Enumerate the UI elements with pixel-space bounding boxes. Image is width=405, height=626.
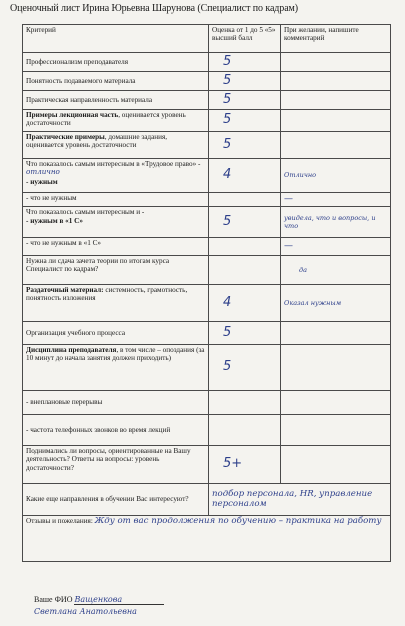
- table-row: [23, 345, 391, 391]
- criterion-lecture-examples: Примеры лекционная часть, оценивается уровень достаточности: [23, 110, 209, 132]
- comment-cell: [281, 91, 391, 110]
- score-value: 5: [209, 91, 281, 110]
- handwritten-note: отлично: [26, 167, 60, 177]
- comment-cell: [281, 53, 391, 72]
- comment-value: Оказал нужным: [281, 285, 391, 322]
- table-row: [23, 159, 391, 193]
- criterion-practical-examples: Практические примеры, домашние задания, оценивается уровень достаточности: [23, 132, 209, 159]
- criterion-practical: Практическая направленность материала: [23, 91, 209, 110]
- sub-useless: - что не нужным в «1 С»: [23, 238, 209, 256]
- score-cell: [209, 238, 281, 256]
- comment-value: Отлично: [281, 159, 391, 193]
- table-row: [23, 256, 391, 285]
- score-value: 5: [209, 132, 281, 159]
- comment-cell: [281, 415, 391, 446]
- criterion-other-directions: Какие еще направления в обучении Вас интересуют?: [23, 484, 209, 516]
- table-row: [23, 238, 391, 256]
- comment-cell: [281, 132, 391, 159]
- score-value: 4: [209, 159, 281, 193]
- comment-value: увидела, что и вопросы, и что: [281, 207, 391, 238]
- comment-cell: [281, 446, 391, 484]
- comment-value: подбор персонала, HR, управление персоналом: [209, 484, 391, 516]
- sub-useless: - что не нужным: [23, 193, 209, 207]
- comment-value: да: [281, 256, 391, 285]
- comment-cell: [281, 391, 391, 415]
- score-value: 4: [209, 285, 281, 322]
- criterion-exam-needed: Нужна ли сдача зачета теории по итогам курса Специалист по кадрам?: [23, 256, 209, 285]
- comment-dash: —: [281, 193, 391, 207]
- table-row: [23, 484, 391, 516]
- fio-value-line2: Светлана Анатольевна: [34, 607, 137, 616]
- criterion-professionalism: Профессионализм преподавателя: [23, 53, 209, 72]
- score-value: 5: [209, 345, 281, 391]
- table-row: [23, 207, 391, 238]
- criterion-discipline: Дисциплина преподавателя, в том числе – опоздания (за 10 минут до начала занятия должен приходить): [23, 345, 209, 391]
- comment-cell: [281, 72, 391, 91]
- score-cell: [209, 256, 281, 285]
- page-title: Оценочный лист Ирина Юрьевна Шарунова (Специалист по кадрам): [10, 3, 298, 14]
- comment-cell: [281, 345, 391, 391]
- sub-useful: - нужным: [26, 177, 58, 186]
- score-cell: [209, 193, 281, 207]
- table-header-row: [23, 25, 391, 53]
- score-value: 5+: [209, 446, 281, 484]
- table-row: [23, 516, 391, 562]
- sub-phone-calls: - частота телефонных звонков во время лекций: [23, 415, 209, 446]
- sub-unplanned-breaks: - внеплановые перерывы: [23, 391, 209, 415]
- criterion-questions: Поднимались ли вопросы, ориентированные на Вашу деятельность? Ответы на вопросы: уровень достаточности?: [23, 446, 209, 484]
- comment-cell: [281, 322, 391, 345]
- score-cell: [209, 415, 281, 446]
- criterion-1c-interest: Что показалось самым интересным и - - нужным в «1 С»: [23, 207, 209, 238]
- fio-value: Ващенкова: [74, 595, 164, 605]
- criterion-clarity: Понятность подаваемого материала: [23, 72, 209, 91]
- table-row: [23, 322, 391, 345]
- table-row: [23, 391, 391, 415]
- comment-dash: —: [281, 238, 391, 256]
- feedback-cell: [23, 516, 391, 562]
- score-value: 5: [209, 53, 281, 72]
- feedback-label: Отзывы и пожелания:: [26, 517, 93, 525]
- table-row: [23, 91, 391, 110]
- feedback-value: Жду от вас продолжения по обучению – практика на работу: [94, 516, 382, 526]
- score-cell: [209, 391, 281, 415]
- criterion-labor-law-interest: Что показалось самым интересным в «Трудовое право» - отлично - нужным: [23, 159, 209, 193]
- table-row: [23, 446, 391, 484]
- score-value: 5: [209, 322, 281, 345]
- header-criteria: Критерий: [23, 25, 209, 53]
- score-value: 5: [209, 110, 281, 132]
- score-value: 5: [209, 72, 281, 91]
- comment-cell: [281, 110, 391, 132]
- evaluation-table: [22, 24, 391, 562]
- fio-field: [34, 595, 164, 605]
- header-score: Оценка от 1 до 5 «5» высший балл: [209, 25, 281, 53]
- criterion-organization: Организация учебного процесса: [23, 322, 209, 345]
- sub-useful: - нужным в «1 С»: [26, 217, 83, 226]
- table-row: [23, 110, 391, 132]
- table-row: [23, 193, 391, 207]
- header-comment: При желании, напишите комментарий: [281, 25, 391, 53]
- score-value: 5: [209, 207, 281, 238]
- table-row: [23, 132, 391, 159]
- table-row: [23, 285, 391, 322]
- fio-label: Ваше ФИО: [34, 595, 73, 604]
- table-row: [23, 415, 391, 446]
- table-row: [23, 53, 391, 72]
- table-row: [23, 72, 391, 91]
- criterion-handouts: Раздаточный материал: системность, грамотность, понятность изложения: [23, 285, 209, 322]
